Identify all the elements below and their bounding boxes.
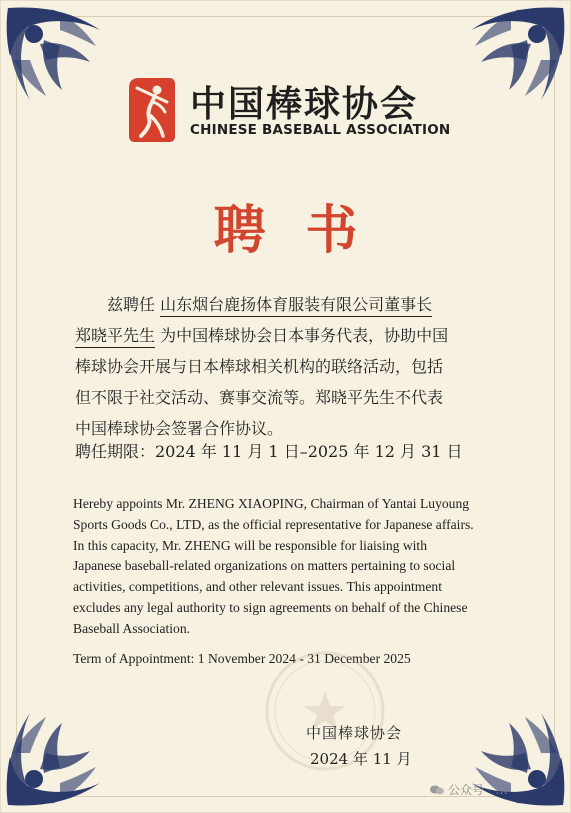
association-header xyxy=(129,76,459,146)
en-line: In this capacity, Mr. ZHENG will be responsible for liaising with xyxy=(73,537,428,553)
org-name-en: CHINESE BASEBALL ASSOCIATION xyxy=(190,122,451,138)
en-line: Japanese baseball-related organizations on matters pertaining to social xyxy=(73,558,456,574)
corner-ornament-icon xyxy=(0,0,120,120)
en-line: Sports Goods Co., LTD, as the official representative for Japanese affairs. xyxy=(73,516,474,532)
body-line-1 xyxy=(75,289,515,320)
wechat-icon xyxy=(430,785,444,795)
appointee-name: 郑晓平先生 xyxy=(75,326,155,348)
appoint-prefix: 兹聘任 xyxy=(107,295,156,314)
appointment-text-en xyxy=(73,494,513,640)
baseball-batter-logo-icon xyxy=(129,76,175,144)
watermark-text: 公众号 · … xyxy=(448,783,508,797)
corner-ornament-icon xyxy=(451,0,571,120)
en-line: Hereby appoints Mr. ZHENG XIAOPING, Chairman of Yantai Luyoung xyxy=(73,496,470,511)
term-en: Term of Appointment: 1 November 2024 - 31 December 2025 xyxy=(73,651,411,666)
org-name-cn: 中国棒球协会 xyxy=(190,84,419,125)
signature-date: 2024 年 11 月 xyxy=(310,750,412,768)
company-title: 山东烟台鹿扬体育服装有限公司董事长 xyxy=(160,295,432,317)
certificate-title: 聘书 xyxy=(213,200,398,261)
signature-org: 中国棒球协会 xyxy=(306,724,403,742)
en-line: Baseball Association. xyxy=(73,620,191,636)
body-line-4: 但不限于社交活动、赛事交流等。郑晓平先生不代表 xyxy=(75,388,444,407)
appointment-text-cn xyxy=(75,289,515,444)
corner-ornament-icon xyxy=(0,693,120,813)
body-line-2-rest: 为中国棒球协会日本事务代表，协助中国 xyxy=(160,326,449,345)
watermark xyxy=(430,781,507,798)
en-line: excludes any legal authority to sign agreements on behalf of the Chinese xyxy=(73,599,468,615)
body-line-2 xyxy=(75,320,515,351)
body-line-5: 中国棒球协会签署合作协议。 xyxy=(75,419,284,438)
term-cn: 聘任期限：2024 年 11 月 1 日–2025 年 12 月 31 日 xyxy=(75,442,463,461)
body-line-3: 棒球协会开展与日本棒球相关机构的联络活动，包括 xyxy=(75,357,444,376)
en-line: activities, competitions, and other relevant issues. This appointment xyxy=(73,579,442,595)
